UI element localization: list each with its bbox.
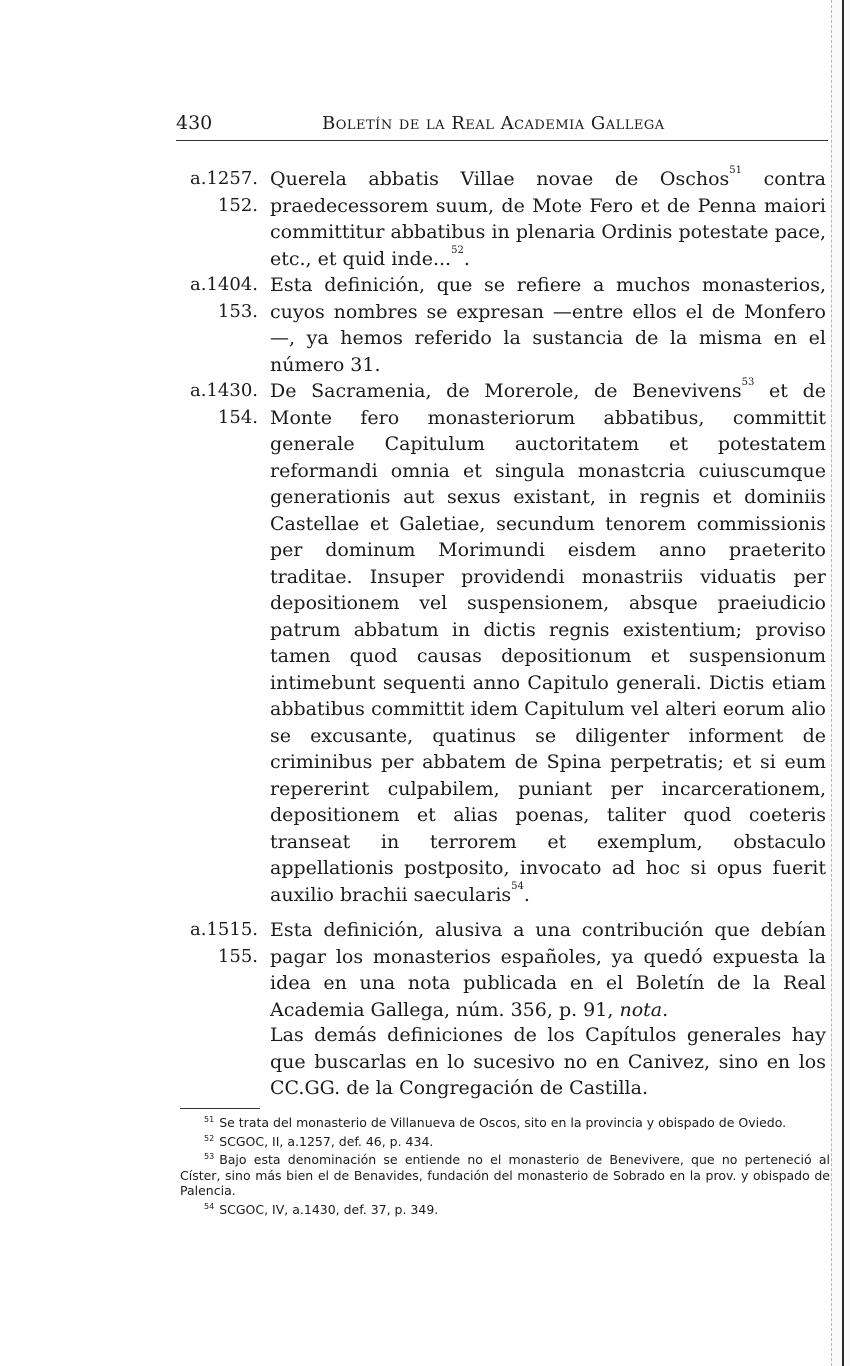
footnote-52: $^{52}$ SCGOC, II, a.1257, def. 46, p. 434. <box>204 1133 434 1149</box>
running-title: Boletín de la Real Academia Gallega <box>322 113 665 134</box>
header-rule <box>176 140 828 141</box>
entry-year: a.1257. <box>190 168 258 189</box>
entry-155 <box>172 917 834 1023</box>
entry-number: 152. <box>217 194 258 216</box>
entry-number: 154. <box>217 406 258 428</box>
footnote-ref[interactable]: 53 <box>741 377 755 388</box>
footnote-ref[interactable]: 52 <box>451 244 464 256</box>
footnote-number: 52 <box>204 1133 215 1143</box>
entry-text: Esta definición, alusiva a una contribución que debían pagar los monasterios españoles, ya quedó expuesta la idea en una nota publicada en el Boletín de la Real Academia Gallega, núm. 356, p. 91, nota. <box>270 919 826 1021</box>
entry-year: a.1430. <box>190 380 258 401</box>
entry-text: Esta definición, que se refiere a muchos monasterios, cuyos nombres se expresan —entre ellos el de Monfero—, ya hemos referido la sustancia de la misma en el número 31. <box>270 274 826 376</box>
footnote-ref[interactable]: 54 <box>511 880 524 892</box>
entry-number: 155. <box>217 945 258 967</box>
page-header <box>176 112 828 140</box>
page-edge <box>831 0 850 1366</box>
entry-154 <box>172 378 834 917</box>
closing-paragraph: Las demás definiciones de los Capítulos generales hay que buscarlas en lo sucesivo no en Canivez, sino en los CC.GG. de la Congregación de Castilla. <box>270 1024 826 1099</box>
footnote-number: 54 <box>204 1201 215 1211</box>
entry-year: a.1515. <box>190 919 258 940</box>
entry-year: a.1404. <box>190 274 258 295</box>
footnote-number: 53 <box>204 1152 215 1162</box>
footnote-ref[interactable]: 51 <box>729 165 743 176</box>
footnote-number: 51 <box>204 1115 215 1124</box>
footnote-53: $^{53}$ Bajo esta denominación se entiende no el monasterio de Benevivere, que no perteneció al Císter, sino más bien el de Benavides, fundación del monasterio de Sobrado en la prov. y obispado de Palencia. <box>180 1152 830 1199</box>
footnote-rule <box>180 1108 260 1109</box>
entry-152 <box>172 166 834 272</box>
entries-list <box>172 166 834 1023</box>
page-number: 430 <box>176 112 213 134</box>
italic-note: nota <box>619 998 663 1021</box>
entry-text: Querela abbatis Villae novae de Oschos$^{51}$ contra praedecessorem suum, de Mote Fero et de Penna maiori committitur abbatibus in plenaria Ordinis potestate pace, etc., et quid inde...$^{52}$. <box>270 165 826 270</box>
footnotes <box>180 1112 830 1218</box>
footnote-54: $^{54}$ SCGOC, IV, a.1430, def. 37, p. 349. <box>204 1201 439 1218</box>
footnote-51: $^{51}$ Se trata del monasterio de Villanueva de Oscos, sito en la provincia y obispado de Oviedo. <box>204 1115 787 1131</box>
entry-text: De Sacramenia, de Morerole, de Benevivens$^{53}$ et de Monte fero monasteriorum abbatibus, committit generale Capitulum auctoritatem et potestatem reformandi omnia et singula monastcria cuiuscumque generationis aut sexus existant, in regnis et dominiis Castellae et Galetiae, secundum tenorem commissionis per dominum Morimundi eisdem anno praeterito traditae. Insuper providendi monastriis viduatis per depositionem vel suspensionem, absque praeiudicio patrum abbatum in dictis regnis existentium; proviso tamen quod causas depositionum et suspensionum intimebunt sequenti anno Capitulo generali. Dictis etiam abbatibus committit idem Capitulum vel alteri eorum alio se excusante, quatinus se diligenter informent de criminibus per abbatem de Spina perpetratis; et si eum repererint culpabilem, puniant per incarcerationem, depositionem et alias poenas, taliter quod coeteris transeat in terrorem et exemplum, obstaculo appellationis postposito, invocato ad hoc si opus fuerit auxilio brachii saecularis$^{54}$. <box>270 377 826 906</box>
entry-153 <box>172 272 834 378</box>
entry-number: 153. <box>217 300 258 322</box>
